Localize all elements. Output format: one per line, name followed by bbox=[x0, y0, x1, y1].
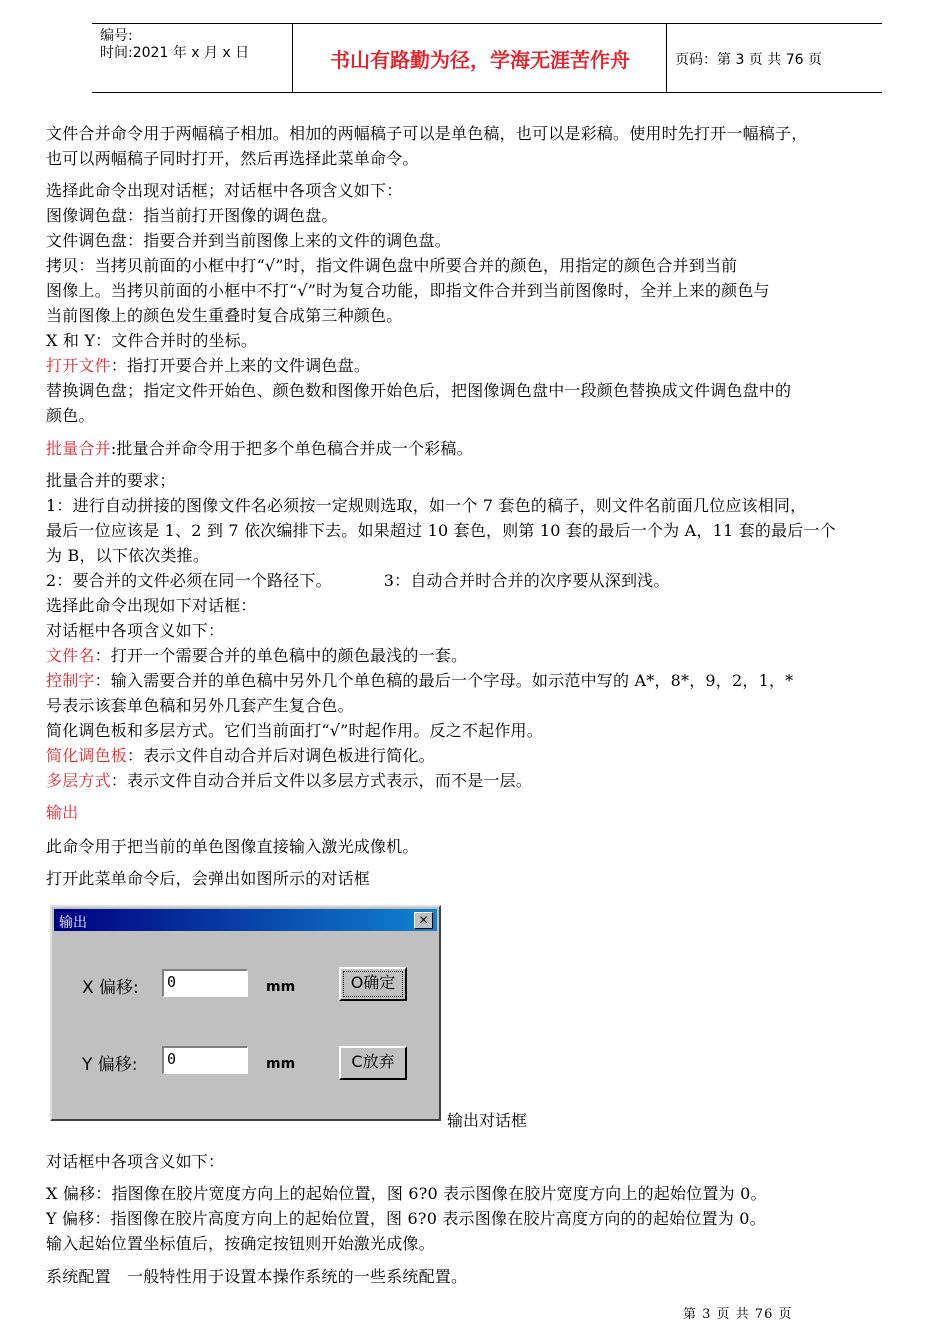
page-header bbox=[92, 23, 882, 93]
body-line: 打开此菜单命令后，会弹出如图所示的对话框 bbox=[46, 869, 371, 888]
body-line bbox=[46, 356, 370, 376]
body-line: 批量合并的要求； bbox=[46, 471, 176, 490]
term-open-file: 打开文件 bbox=[46, 356, 111, 375]
term-control-char: 控制字 bbox=[46, 671, 95, 690]
requirement-3: 3：自动合并时合并的次序要从深到浅。 bbox=[383, 571, 670, 590]
body-line bbox=[46, 771, 532, 791]
body-line bbox=[46, 746, 435, 766]
term-desc: ：输入需要合并的单色稿中另外几个单色稿的最后一个字母。如示范中写的 A*，8*，9，2，1，* bbox=[94, 671, 794, 690]
term-desc: ：表示文件自动合并后文件以多层方式表示，而不是一层。 bbox=[110, 771, 533, 790]
y-offset-input[interactable]: 0 bbox=[162, 1046, 248, 1074]
y-offset-unit: mm bbox=[266, 1056, 296, 1072]
body-line: 图像调色盘：指当前打开图像的调色盘。 bbox=[46, 206, 338, 225]
header-divider bbox=[666, 24, 667, 92]
body-line: 最后一位应该是 1、2 到 7 依次编排下去。如果超过 10 套色，则第 10 套的最后一个为 A，11 套的最后一个 bbox=[46, 521, 836, 540]
body-line: X 偏移：指图像在胶片宽度方向上的起始位置，图 6?0 表示图像在胶片宽度方向上的起始位置为 0。 bbox=[46, 1184, 767, 1203]
body-line: X 和 Y：文件合并时的坐标。 bbox=[46, 331, 258, 350]
header-divider bbox=[292, 24, 293, 92]
figure-caption: 输出对话框 bbox=[447, 1111, 528, 1130]
term-multilayer: 多层方式 bbox=[46, 771, 111, 790]
body-line: 拷贝：当拷贝前面的小框中打“√”时，指文件调色盘中所要合并的颜色，用指定的颜色合并到当前 bbox=[46, 256, 738, 275]
body-line: 图像上。当拷贝前面的小框中不打“√”时为复合功能，即指文件合并到当前图像时，全并上来的颜色与 bbox=[46, 281, 770, 300]
header-motto: 书山有路勤为径，学海无涯苦作舟 bbox=[330, 48, 630, 72]
header-meta bbox=[100, 28, 249, 62]
body-line: 选择此命令出现对话框；对话框中各项含义如下： bbox=[46, 181, 403, 200]
dialog-title-bar[interactable] bbox=[54, 909, 437, 931]
body-line bbox=[46, 671, 793, 691]
doc-number-label: 编号: bbox=[100, 28, 133, 44]
body-line bbox=[46, 646, 467, 666]
page-footer: 第 3 页 共 76 页 bbox=[683, 1307, 793, 1322]
ok-button[interactable]: O确定 bbox=[339, 967, 407, 1001]
body-line: 颜色。 bbox=[46, 406, 95, 425]
requirement-2: 2：要合并的文件必须在同一个路径下。 bbox=[46, 571, 332, 590]
y-offset-label: Y 偏移: bbox=[82, 1055, 138, 1075]
x-offset-label: X 偏移: bbox=[82, 978, 139, 998]
x-offset-unit: mm bbox=[266, 979, 296, 995]
body-line: Y 偏移：指图像在胶片高度方向上的起始位置，图 6?0 表示图像在胶片高度方向的的起始位置为 0。 bbox=[46, 1209, 766, 1228]
body-line: 系统配置 一般特性用于设置本操作系统的一些系统配置。 bbox=[46, 1267, 468, 1286]
body-line: 1：进行自动拼接的图像文件名必须按一定规则选取，如一个 7 套色的稿子，则文件名前面几位应该相同， bbox=[46, 496, 807, 515]
body-line: 简化调色板和多层方式。它们当前面打“√”时起作用。反之不起作用。 bbox=[46, 721, 543, 740]
body-line: 文件调色盘：指要合并到当前图像上来的文件的调色盘。 bbox=[46, 231, 452, 250]
section-heading-output: 输出 bbox=[46, 803, 79, 822]
term-filename: 文件名 bbox=[46, 646, 95, 665]
body-line bbox=[46, 439, 473, 459]
x-offset-input[interactable]: 0 bbox=[162, 969, 248, 997]
body-line: 文件合并命令用于两幅稿子相加。相加的两幅稿子可以是单色稿，也可以是彩稿。使用时先打开一幅稿子， bbox=[46, 124, 808, 143]
term-desc: ：指打开要合并上来的文件调色盘。 bbox=[110, 356, 371, 375]
body-line: 号表示该套单色稿和另外几套产生复合色。 bbox=[46, 696, 354, 715]
term-batch-merge: 批量合并 bbox=[46, 439, 111, 458]
doc-time-label: 时间:2021 年 x 月 x 日 bbox=[100, 45, 250, 61]
body-line: 为 B，以下依次类推。 bbox=[46, 546, 210, 565]
body-line: 对话框中各项含义如下： bbox=[46, 1152, 225, 1171]
body-line bbox=[46, 571, 670, 591]
output-dialog bbox=[50, 905, 441, 1121]
body-line: 当前图像上的颜色发生重叠时复合成第三种颜色。 bbox=[46, 306, 403, 325]
body-line: 选择此命令出现如下对话框： bbox=[46, 596, 257, 615]
body-line: 输入起始位置坐标值后，按确定按钮则开始激光成像。 bbox=[46, 1234, 435, 1253]
header-page-info: 页码：第 3 页 共 76 页 bbox=[675, 52, 822, 68]
term-desc: :批量合并命令用于把多个单色稿合并成一个彩稿。 bbox=[110, 439, 473, 458]
body-line: 替换调色盘；指定文件开始色、颜色数和图像开始色后，把图像调色盘中一段颜色替换成文件调色盘中的 bbox=[46, 381, 792, 400]
body-line: 此命令用于把当前的单色图像直接输入激光成像机。 bbox=[46, 837, 419, 856]
body-line: 也可以两幅稿子同时打开，然后再选择此菜单命令。 bbox=[46, 149, 419, 168]
dialog-title: 输出 bbox=[59, 915, 87, 931]
body-line: 对话框中各项含义如下： bbox=[46, 621, 225, 640]
term-desc: ：表示文件自动合并后对调色板进行简化。 bbox=[127, 746, 435, 765]
close-icon[interactable]: ✕ bbox=[414, 912, 433, 929]
term-simplify-palette: 简化调色板 bbox=[46, 746, 128, 765]
cancel-button[interactable]: C放弃 bbox=[339, 1046, 407, 1080]
term-desc: ：打开一个需要合并的单色稿中的颜色最浅的一套。 bbox=[94, 646, 468, 665]
